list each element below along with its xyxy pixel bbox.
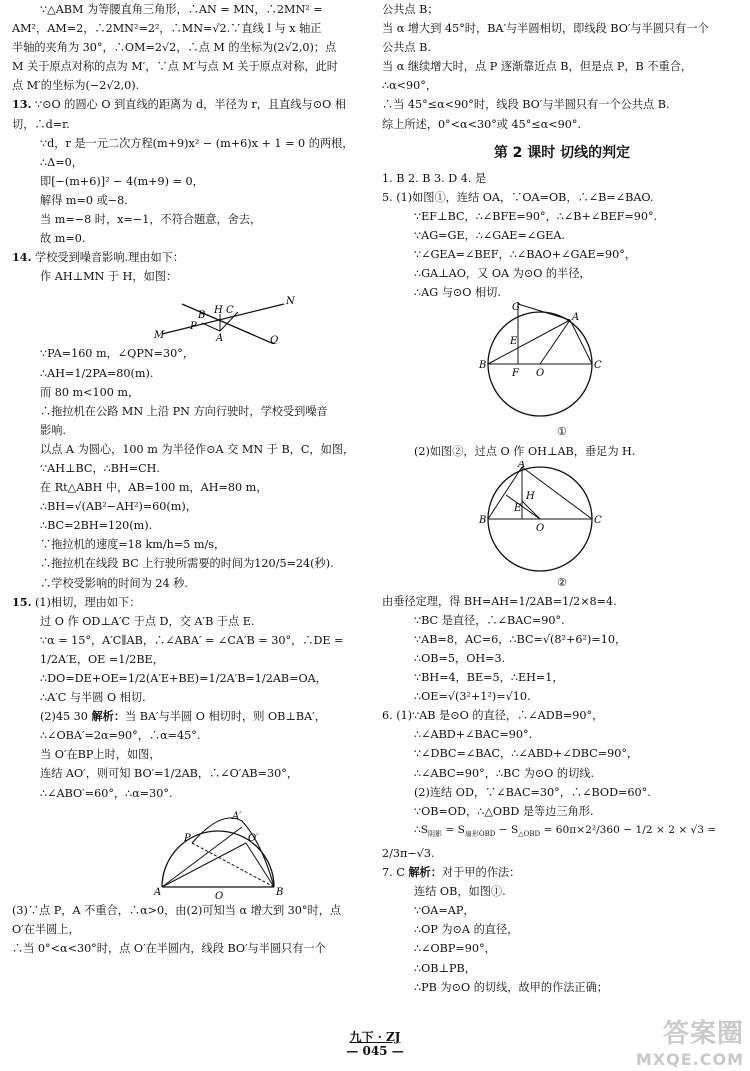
text-line: ∵AH⊥BC，∴BH=CH.: [40, 461, 160, 475]
text-line: ∴拖拉机在公路 MN 上沿 PN 方向行驶时，学校受到噪音: [40, 404, 328, 418]
text-line: 7. C 解析：对于甲的作法：: [382, 865, 521, 880]
text-line: ∴∠OBP=90°，: [414, 942, 496, 956]
text-line: 连结 AO′，则可知 BO′=1/2AB，∴∠O′AB=30°，: [40, 767, 299, 781]
text-line: ∴当 45°≤α<90°时，线段 BO′与半圆只有一个公共点 B.: [382, 98, 670, 112]
text-line: ∴OB⊥PB，: [414, 961, 476, 975]
label-E: E: [510, 336, 518, 348]
text-line: 切，∴d=r.: [12, 117, 70, 131]
question-number: 15.: [12, 594, 32, 609]
text-line: ∴Δ=0，: [40, 155, 83, 169]
text-line: ∴BH=√(AB²−AH²)=60(m)，: [40, 500, 197, 514]
text-line: 过 O 作 OD⊥A′C 于点 D，交 A′B 于点 E.: [40, 614, 255, 628]
text-line: ∴学校受影响的时间为 24 秒.: [40, 576, 188, 590]
text-line: (2)如图②，过点 O 作 OH⊥AB，垂足为 H.: [414, 444, 636, 458]
label-H: H: [526, 490, 535, 502]
text-line: ∴PB 为⊙O 的切线，故甲的作法正确；: [414, 980, 608, 994]
text-line: 5. (1)如图①，连结 OA，∵OA=OB，∴∠B=∠BAO.: [382, 190, 654, 204]
text-line: M 关于原点对称的点为 M′，∵点 M′与点 M 关于原点对称，此时: [12, 60, 338, 74]
text-line: ∴AH=1/2PA=80(m).: [40, 366, 154, 380]
label-N: N: [286, 296, 295, 308]
label-C: C: [594, 514, 602, 526]
text-line: ∴拖拉机在线段 BC 上行驶所需要的时间为120/5=24(秒).: [40, 557, 334, 571]
text-line: O′在半圆上，: [12, 922, 80, 936]
text-line: 在 Rt△ABH 中，AB=100 m，AH=80 m，: [40, 481, 268, 495]
label-M: M: [154, 330, 165, 342]
text-line: 综上所述，0°<α<30°或 45°≤α<90°.: [382, 117, 582, 131]
text-line: ∴OE=√(3²+1²)=√10.: [414, 690, 531, 704]
label-O: O: [215, 890, 224, 901]
text-line: 即[−(m+6)]² − 4(m+9) = 0，: [40, 174, 204, 188]
text-line: ∴GA⊥AO，又 OA 为⊙O 的半径，: [414, 267, 591, 281]
text-line: ∵d，r 是一元二次方程(m+9)x² − (m+6)x + 1 = 0 的两根，: [40, 136, 354, 150]
text-line: 半轴的夹角为 30°，∴OM=2√2，∴点 M 的坐标为(2√2,0)；点: [12, 41, 337, 55]
label-P: P: [190, 321, 197, 333]
label-F: F: [512, 368, 519, 380]
text-line: 解得 m=0 或−8.: [40, 193, 128, 207]
label-O: O: [536, 522, 545, 534]
text-line: 学校受到噪音影响.理由如下：: [35, 251, 185, 265]
text-line: 当 O′在BP上时，如图，: [40, 748, 161, 762]
figure-5-1: [382, 302, 742, 422]
text-line: ∵∠DBC=∠BAC，∴∠ABD+∠DBC=90°，: [414, 747, 639, 761]
text-line: (2)连结 OD，∵∠BAC=30°，∴∠BOD=60°.: [414, 785, 651, 799]
text-line: 连结 OB，如图①.: [414, 885, 506, 899]
label-C: C: [594, 360, 602, 372]
text-line: (3)∵点 P，A 不重合，∴α>0，由(2)可知当 α 增大到 30°时，点: [12, 903, 342, 917]
text-line: 公共点 B；: [382, 3, 439, 16]
text-line: 以点 A 为圆心，100 m 为半径作⊙A 交 MN 于 B，C，如图，: [40, 442, 355, 456]
text-line: ∵BC 是直径，∴∠BAC=90°.: [414, 613, 565, 627]
figure-14: [12, 286, 372, 344]
label-B: B: [479, 514, 487, 526]
question-number: 13.: [12, 97, 32, 112]
label-B: B: [198, 310, 206, 322]
label-C: C: [226, 305, 234, 317]
text-line: 由垂径定理，得 BH=AH=1/2AB=1/2×8=4.: [382, 594, 617, 608]
label-G: G: [512, 302, 520, 314]
text-line: ∵AB=8，AC=6，∴BC=√(8²+6²)=10，: [414, 632, 627, 646]
label-H: H: [214, 305, 223, 317]
text-line: 当 α 继续增大时，点 P 逐渐靠近点 B，但是点 P，B 不重合，: [382, 60, 693, 74]
text-line: 2/3π−√3.: [382, 847, 435, 861]
footer-grade: 九下 · ZJ: [349, 1030, 401, 1044]
text-line: 6. (1)∵AB 是⊙O 的直径，∴∠ADB=90°，: [382, 709, 604, 723]
watermark: [604, 1013, 744, 1067]
text-line: ∵PA=160 m，∠QPN=30°，: [40, 347, 195, 361]
text-line: 当 α 增大到 45°时，BA′与半圆相切，即线段 BO′与半圆只有一个: [382, 22, 709, 36]
section-title: 第 2 课时 切线的判定: [493, 144, 631, 161]
text-line: 公共点 B.: [382, 41, 431, 55]
label-A-prime: A′: [232, 810, 242, 822]
text-line: 1. B 2. B 3. D 4. 是: [382, 171, 487, 185]
label-B: B: [276, 886, 284, 898]
text-line: ∵拖拉机的速度=18 km/h=5 m/s，: [40, 538, 226, 552]
text-line: 1/2A′E，OE =1/2BE，: [40, 652, 164, 666]
text-line: 而 80 m<100 m，: [40, 385, 140, 399]
text-line: ∴OB=5，OH=3.: [414, 651, 506, 665]
text-line: ∵△ABM 为等腰直角三角形，∴AN = MN，∴2MN² =: [40, 3, 323, 16]
text-line: (2)45 30 解析：当 BA′与半圆 O 相切时，则 OB⊥BA′，: [40, 709, 326, 724]
watermark-url: MXQE.COM: [635, 1050, 744, 1069]
label-O: O: [536, 368, 545, 380]
text-line: 当 m=−8 时，x=−1，不符合题意，舍去，: [40, 213, 262, 227]
text-line: ∵OA=AP，: [414, 904, 475, 918]
text-line: ∴∠OBA′=2α=90°，∴α=45°.: [40, 729, 201, 743]
text-line: ∴OP 为⊙A 的直径，: [414, 923, 519, 937]
label-A: A: [154, 886, 162, 898]
figure-5-2: [382, 461, 742, 573]
text-line: ∴AG 与⊙O 相切.: [414, 286, 501, 300]
text-line: 故 m=0.: [40, 232, 86, 246]
text-line: ∵EF⊥BC，∴∠BFE=90°，∴∠B+∠BEF=90°.: [414, 209, 658, 223]
label-E: E: [514, 502, 522, 514]
label-Q: Q: [270, 335, 279, 345]
figure-caption: ②: [556, 575, 568, 589]
text-line: ∵BH=4，BE=5，∴EH=1，: [414, 671, 564, 685]
text-line: 影响.: [40, 423, 66, 437]
label-P: P: [184, 832, 191, 844]
fraction-half: 1: [74, 366, 82, 380]
watermark-title: 答案圈: [662, 1019, 744, 1049]
text-line: ∴DO=DE+OE=1/2(A′E+BE)=1/2A′B=1/2AB=OA，: [40, 672, 327, 685]
text-line: ∴α<90°，: [382, 79, 438, 93]
text-line: ∴∠ABO′=60°，∴α=30°.: [40, 786, 173, 800]
text-line: $\therefore S_{阴影} = S_{扇形OBD} - S_{\triangle OBD} = 60\pi\times 2^2/360 - 1/2 \times 2 \times √3$ =: [414, 823, 717, 838]
label-A: A: [572, 312, 580, 324]
text-line: ∴BC=2BH=120(m).: [40, 519, 153, 533]
page-number: — 045 —: [346, 1044, 404, 1058]
text-line: ∴A′C 与半圆 O 相切.: [40, 691, 146, 705]
label-A: A: [216, 333, 224, 345]
text-line: ∵AG=GE，∴∠GAE=∠GEA.: [414, 229, 565, 243]
text-line: ∴∠ABC=90°，∴BC 为⊙O 的切线.: [414, 766, 595, 780]
text-line: 作 AH⊥MN 于 H，如图：: [40, 270, 178, 284]
text-line: ∵∠GEA=∠BEF，∴∠BAO+∠GAE=90°，: [414, 248, 637, 262]
left-column: [12, 0, 372, 958]
label-A: A: [518, 460, 526, 470]
figure-15: [12, 803, 372, 901]
text-line: ∵⊙O 的圆心 O 到直线的距离为 d，半径为 r，且直线与⊙O 相: [35, 98, 347, 112]
question-number: 14.: [12, 250, 32, 265]
text-line: ∵OB=OD，∴△OBD 是等边三角形.: [414, 804, 594, 818]
text-line: ∴当 0°<α<30°时，点 O′在半圆内，线段 BO′与半圆只有一个: [12, 941, 326, 955]
text-line: (1)相切，理由如下：: [35, 595, 141, 609]
right-column: [382, 0, 742, 997]
figure-caption: ①: [556, 425, 568, 439]
text-line: AM²，AM=2，∴2MN²=2²，∴MN=√2.∵直线 l 与 x 轴正: [12, 22, 322, 36]
text-line: ∵α = 15°，A′C∥AB，∴∠ABA′ = ∠CA′B = 30°，∴DE =: [40, 633, 344, 647]
label-O-prime: O′: [248, 832, 259, 844]
text-line: 点 M′的坐标为(−2√2,0).: [12, 79, 140, 93]
fraction-time: 120: [254, 557, 276, 571]
text-line: ∴∠ABD+∠BAC=90°.: [414, 728, 533, 742]
label-B: B: [479, 360, 487, 372]
